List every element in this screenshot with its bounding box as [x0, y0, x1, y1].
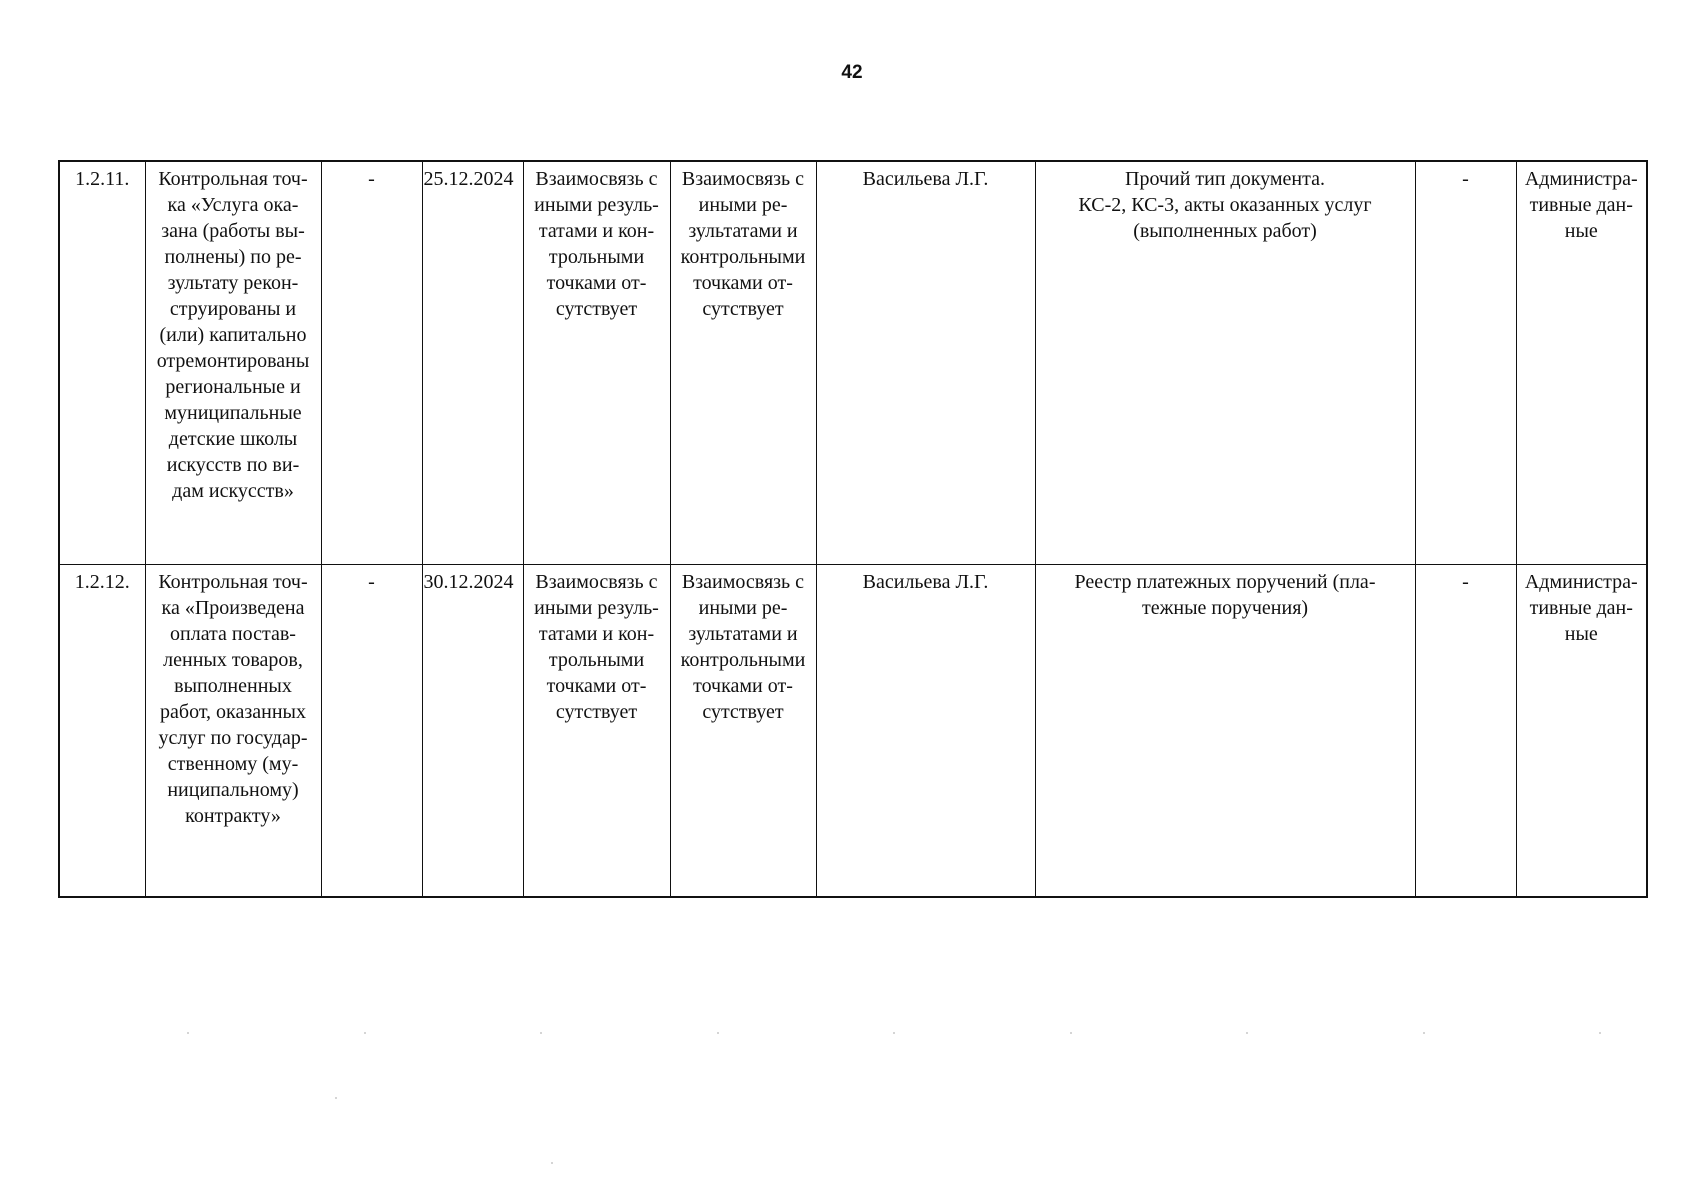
control-point-name-cell: Контрольная точ- ка «Произведена оплата постав- ленных товаров, выполненных работ, оказанных услуг по государ- ственному (му- ниципальному) контракту»	[145, 565, 321, 898]
predecessors-cell: Взаимосвязь с иными резуль- татами и кон- трольными точками от- сутствует	[523, 161, 670, 565]
end-date-cell: 30.12.2024	[422, 565, 523, 898]
control-point-name-cell: Контрольная точ- ка «Услуга ока- зана (работы вы- полнены) по ре- зультату рекон- струированы и (или) капитально отремонтированы региональные и муниципальные детские школы искусств по ви- дам искусств»	[145, 161, 321, 565]
info-system-cell: -	[1415, 565, 1516, 898]
data-source-cell: Администра- тивные дан- ные	[1516, 565, 1647, 898]
responsible-cell: Васильева Л.Г.	[816, 565, 1035, 898]
start-date-cell: -	[321, 161, 422, 565]
scan-artifact	[893, 1032, 895, 1034]
successors-cell: Взаимосвязь с иными ре- зультатами и контрольными точками от- сутствует	[670, 161, 816, 565]
scan-artifact	[717, 1032, 719, 1034]
scan-artifact	[1599, 1032, 1601, 1034]
page-number: 42	[841, 62, 863, 83]
row-number-cell: 1.2.12.	[59, 565, 145, 898]
control-points-table	[58, 160, 1648, 898]
scan-artifact	[540, 1032, 542, 1034]
scan-artifact	[335, 1097, 337, 1099]
scan-artifact	[187, 1032, 189, 1034]
scan-artifact	[1070, 1032, 1072, 1034]
start-date-cell: -	[321, 565, 422, 898]
document-type-cell: Прочий тип документа. КС-2, КС-3, акты оказанных услуг (выполненных работ)	[1035, 161, 1415, 565]
scan-artifact	[551, 1162, 553, 1164]
predecessors-cell: Взаимосвязь с иными резуль- татами и кон- трольными точками от- сутствует	[523, 565, 670, 898]
info-system-cell: -	[1415, 161, 1516, 565]
responsible-cell: Васильева Л.Г.	[816, 161, 1035, 565]
end-date-cell: 25.12.2024	[422, 161, 523, 565]
data-source-cell: Администра- тивные дан- ные	[1516, 161, 1647, 565]
row-number-cell: 1.2.11.	[59, 161, 145, 565]
table-row	[59, 565, 1647, 898]
scan-artifact	[1423, 1032, 1425, 1034]
scan-artifact	[1246, 1032, 1248, 1034]
scan-artifact	[364, 1032, 366, 1034]
successors-cell: Взаимосвязь с иными ре- зультатами и контрольными точками от- сутствует	[670, 565, 816, 898]
document-type-cell: Реестр платежных поручений (пла- тежные поручения)	[1035, 565, 1415, 898]
table-row	[59, 161, 1647, 565]
